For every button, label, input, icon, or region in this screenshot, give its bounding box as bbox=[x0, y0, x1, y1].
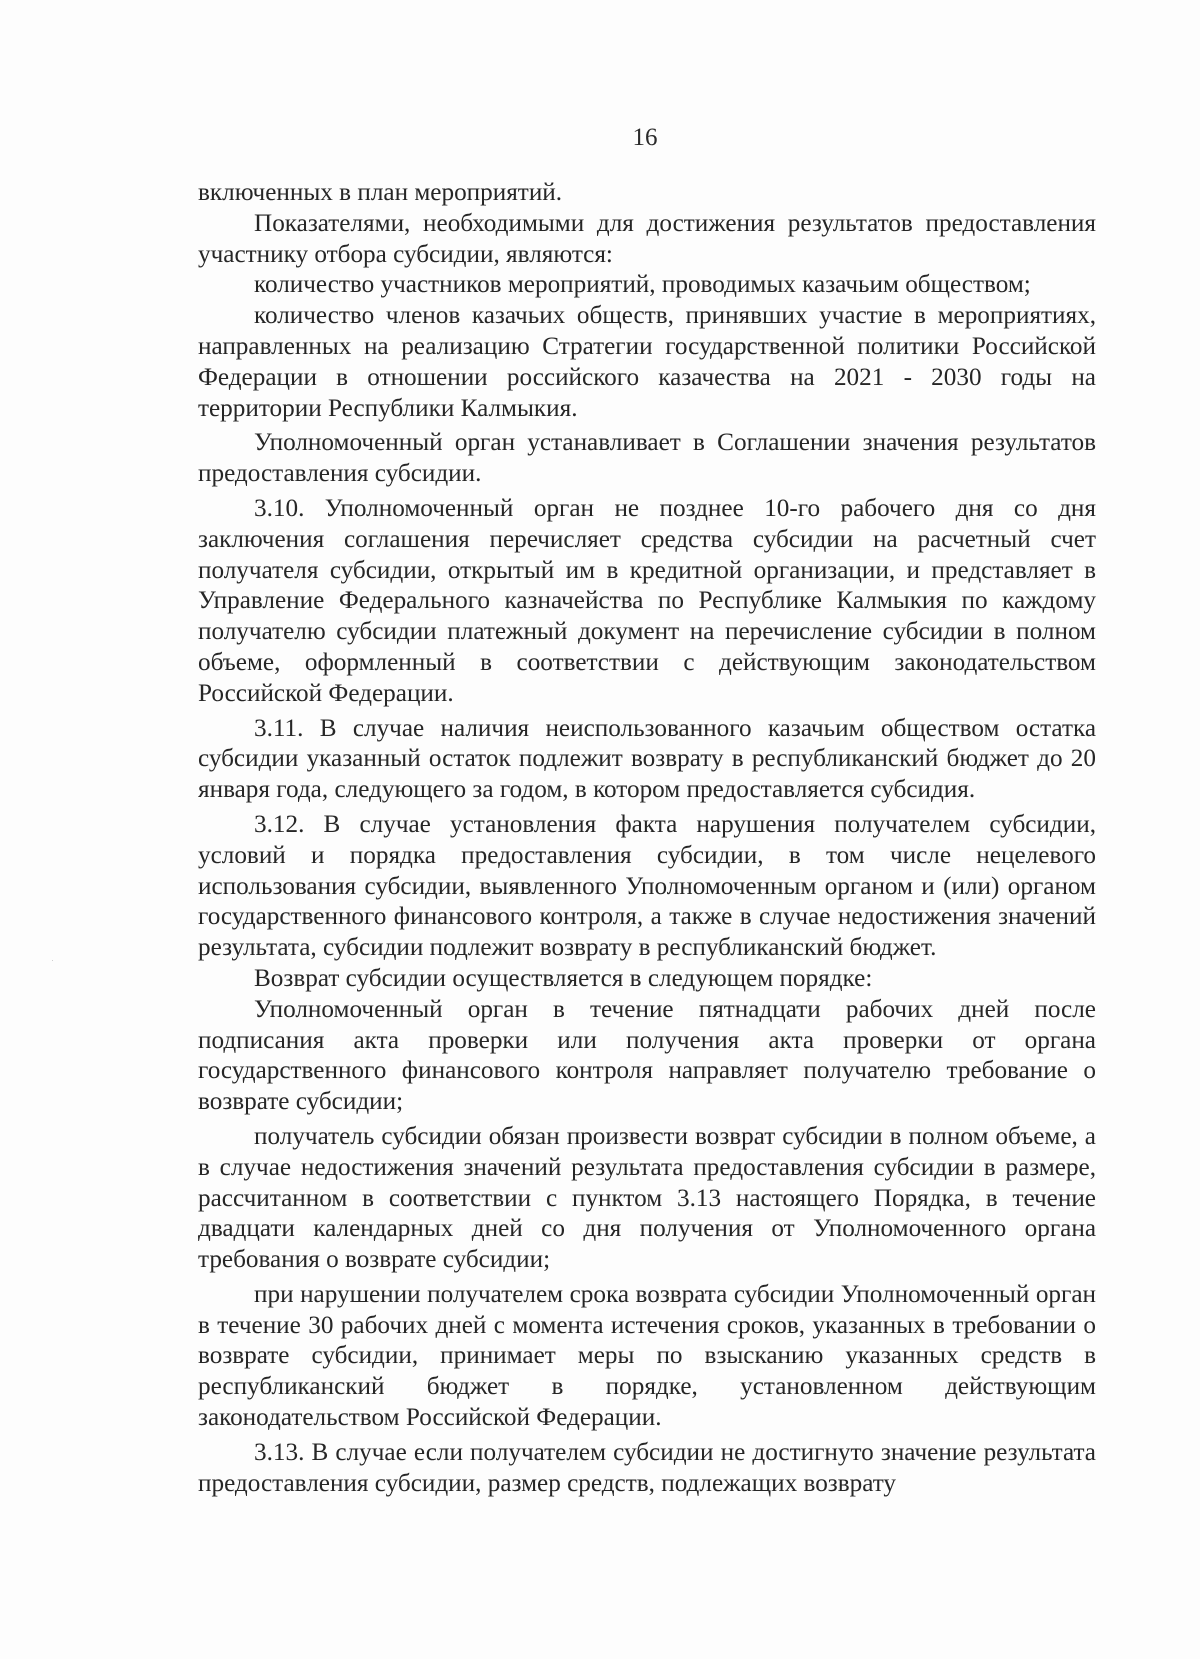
paragraph: при нарушении получателем срока возврата субсидии Уполномоченный орган в течение 30 рабочих дней с момента истечения сроков, указанных в требовании о возврате субсидии, принимает меры по взысканию указанных средств в республиканский бюджет в порядке, установленном действующим законодательством Российской Федерации. bbox=[198, 1280, 1096, 1432]
paragraph: 3.12. В случае установления факта нарушения получателем субсидии, условий и порядка предоставления субсидии, в том числе нецелевого использования субсидии, выявленного Уполномоченным органом и (или) органом государственного финансового контроля, а также в случае недостижения значений результата, субсидии подлежит возврату в республиканский бюджет. bbox=[198, 810, 1096, 962]
paragraph: Уполномоченный орган устанавливает в Соглашении значения результатов предоставления субсидии. bbox=[198, 429, 1096, 488]
paragraph: Уполномоченный орган в течение пятнадцати рабочих дней после подписания акта проверки или получения акта проверки от органа государственного финансового контроля направляет получателю требование о возврате субсидии; bbox=[198, 995, 1096, 1116]
scan-speck bbox=[52, 960, 53, 961]
paragraph: количество участников мероприятий, проводимых казачьим обществом; bbox=[254, 271, 1031, 299]
paragraph: количество членов казачьих обществ, принявших участие в мероприятиях, направленных на реализацию Стратегии государственной политики Российской Федерации в отношении российского казачества на 2021 - 2030 годы на территории Республики Калмыкия. bbox=[198, 302, 1096, 422]
paragraph: Показателями, необходимыми для достижения результатов предоставления участнику отбора субсидии, являются: bbox=[198, 209, 1096, 268]
paragraph: 3.13. В случае если получателем субсидии не достигнуто значение результата предоставления субсидии, размер средств, подлежащих возврату bbox=[198, 1438, 1096, 1497]
document-body bbox=[198, 178, 1096, 1499]
paragraph: включенных в план мероприятий. bbox=[198, 179, 563, 206]
paragraph: 3.10. Уполномоченный орган не позднее 10-го рабочего дня со дня заключения соглашения перечисляет средства субсидии на расчетный счет получателя субсидии, открытый им в кредитной организации, и представляет в Управление Федерального казначейства по Республике Калмыкия по каждому получателю субсидии платежный документ на перечисление субсидии в полном объеме, оформленный в соответствии с действующим законодательством Российской Федерации. bbox=[198, 494, 1096, 707]
paragraph: Возврат субсидии осуществляется в следующем порядке: bbox=[254, 964, 873, 992]
paragraph: 3.11. В случае наличия неиспользованного казачьим обществом остатка субсидии указанный остаток подлежит возврату в республиканский бюджет до 20 января года, следующего за годом, в котором предоставляется субсидия. bbox=[198, 714, 1096, 804]
page-number: 16 bbox=[632, 124, 658, 151]
paragraph: получатель субсидии обязан произвести возврат субсидии в полном объеме, а в случае недостижения значений результата предоставления субсидии в размере, рассчитанном в соответствии с пунктом 3.13 настоящего Порядка, в течение двадцати календарных дней со дня получения от Уполномоченного органа требования о возврате субсидии; bbox=[198, 1122, 1096, 1274]
